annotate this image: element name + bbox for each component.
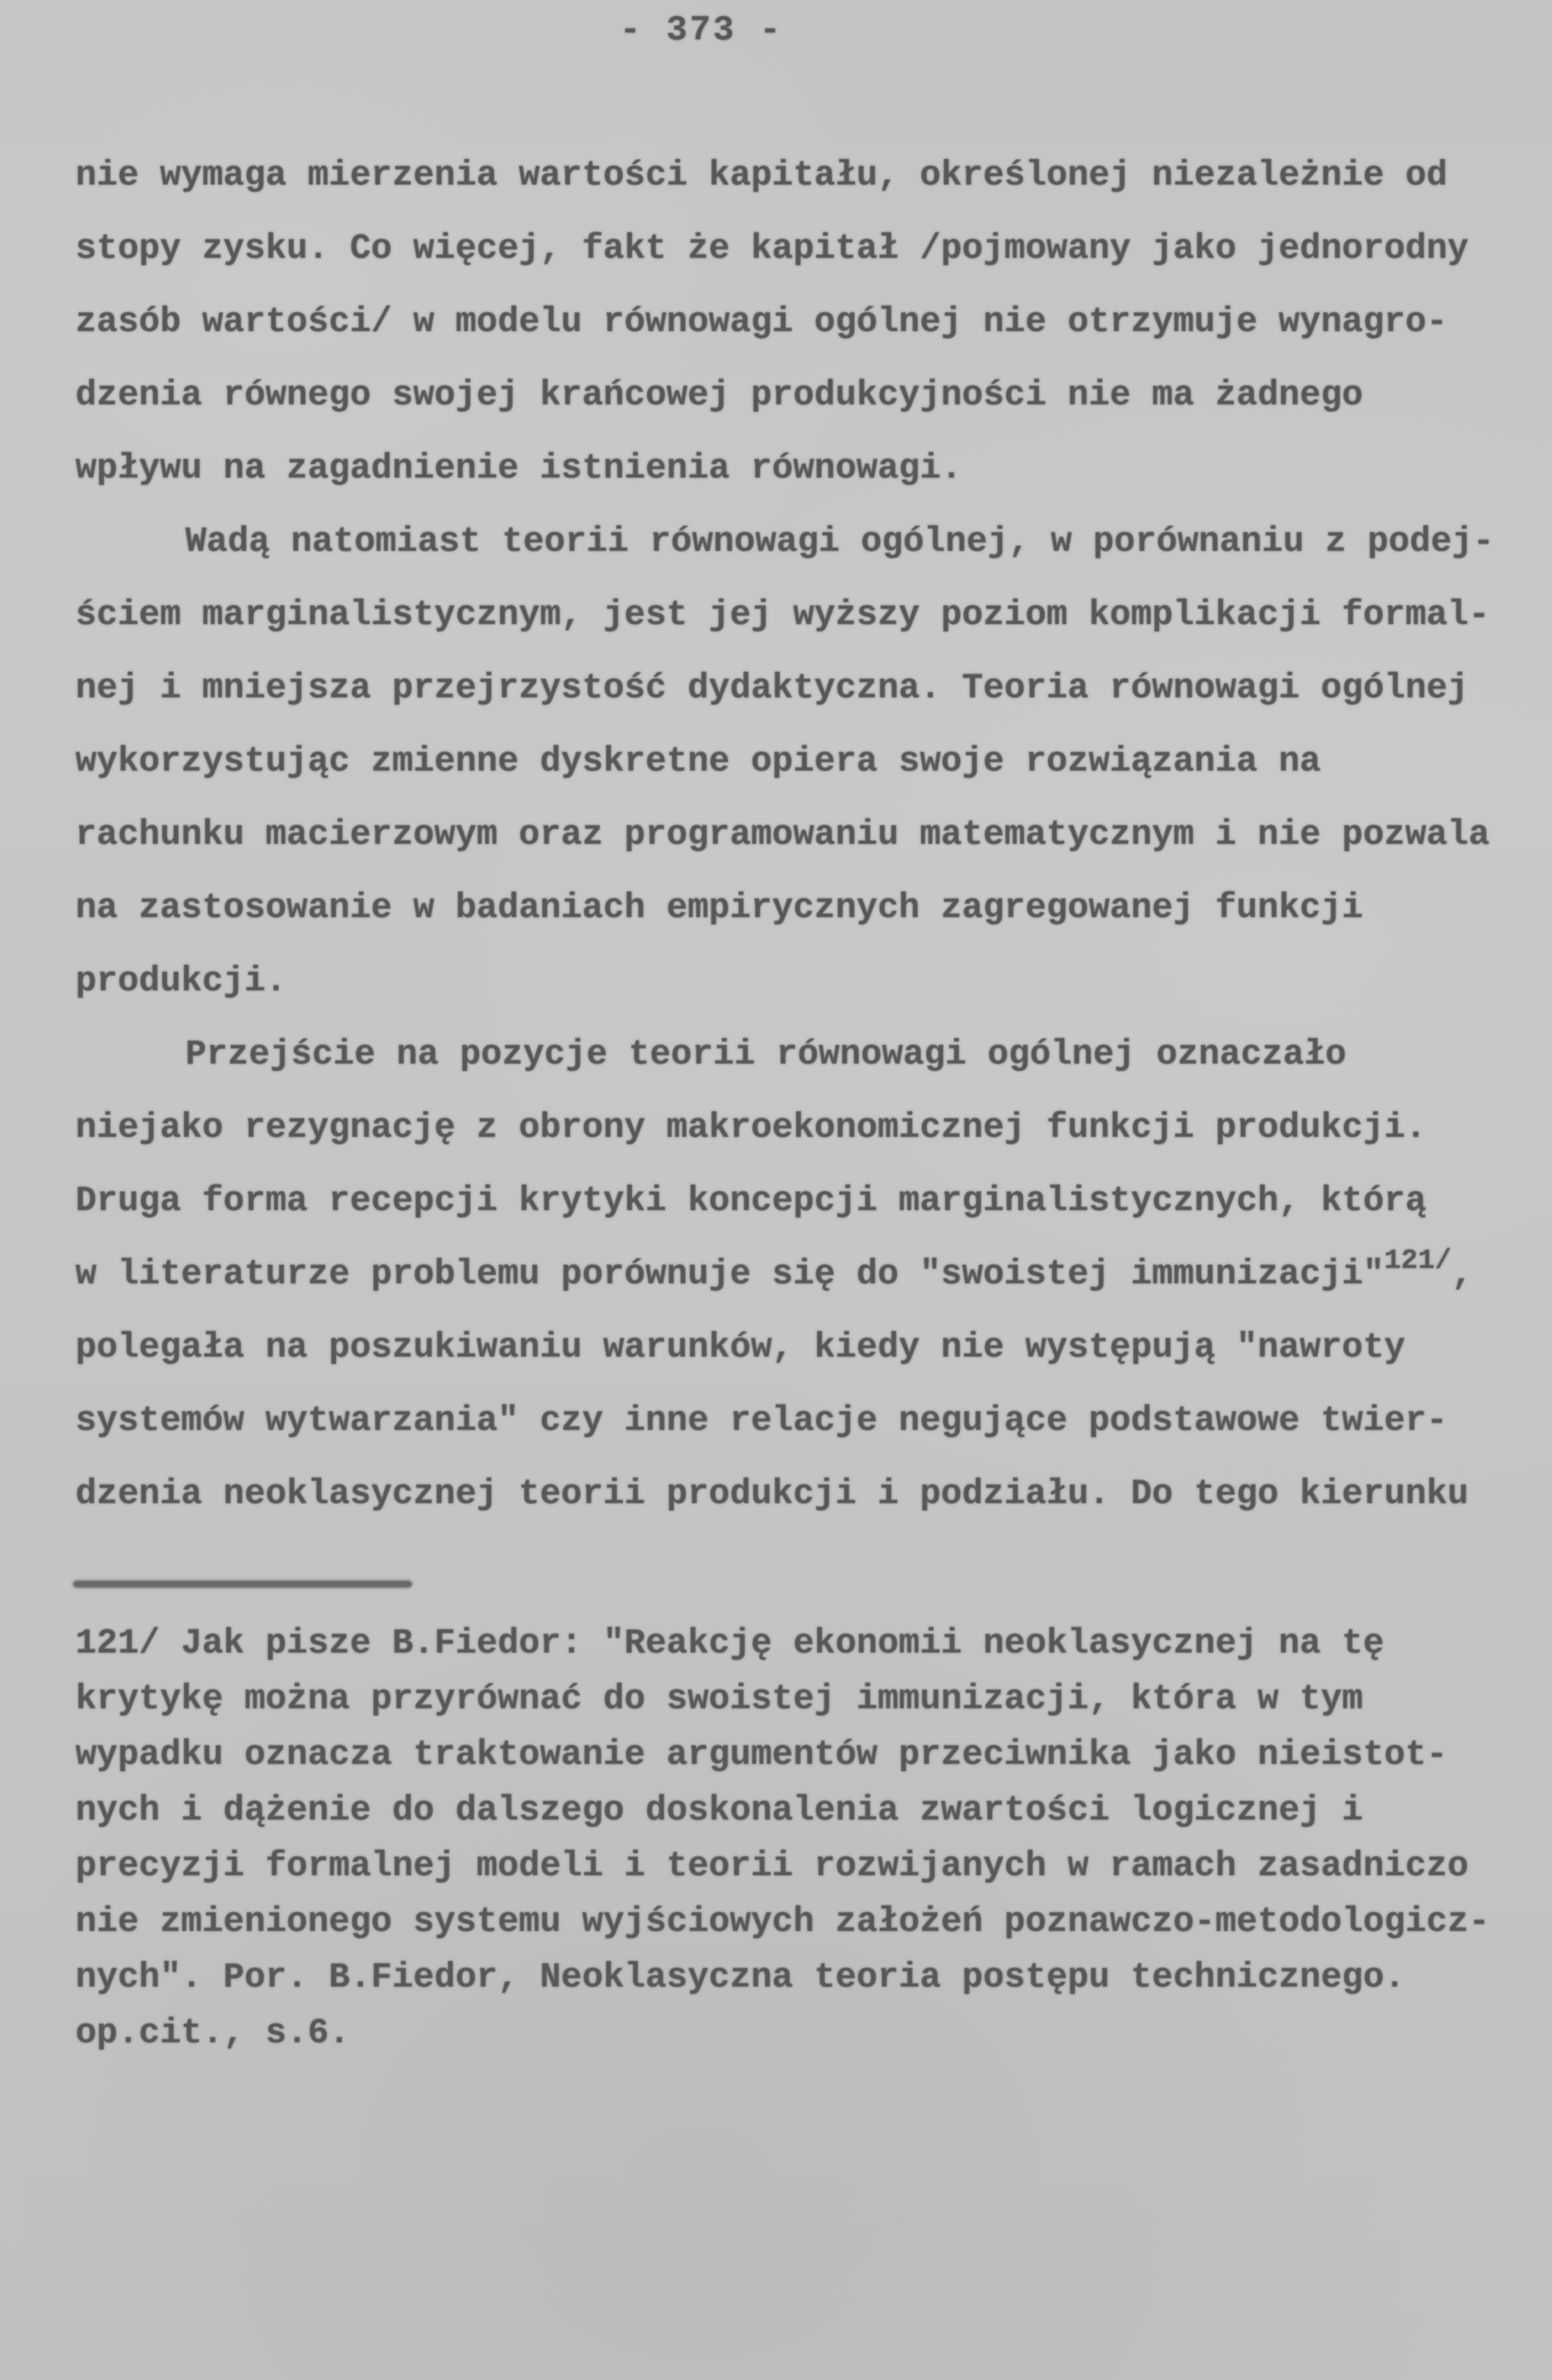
text-segment: niejako rezygnację z obrony makroekonomicznej funkcji produkcji. — [75, 1108, 1427, 1148]
text-line — [75, 1238, 1552, 1311]
text-segment: Wadą natomiast teorii równowagi ogólnej, w porównaniu z podej- — [185, 522, 1494, 562]
text-line — [75, 798, 1552, 872]
text-segment: nej i mniejsza przejrzystość dydaktyczna. Teoria równowagi ogólnej — [75, 669, 1469, 708]
footnote-line: nych i dążenie do dalszego doskonalenia zwartości logicznej i — [75, 1791, 1364, 1831]
text-segment: polegała na poszukiwaniu warunków, kiedy nie występują "nawroty — [75, 1328, 1405, 1368]
text-line — [75, 725, 1552, 798]
text-line — [75, 1384, 1552, 1458]
text-segment: nie wymaga mierzenia wartości kapitału, określonej niezależnie od — [75, 156, 1448, 196]
footnote-line: krytykę można przyrównać do swoistej immunizacji, która w tym — [75, 1680, 1364, 1719]
text-segment: dzenia neoklasycznej teorii produkcji i podziału. Do tego kierunku — [75, 1475, 1469, 1514]
text-line — [75, 432, 1552, 505]
text-segment: wykorzystując zmienne dyskretne opiera swoje rozwiązania na — [75, 742, 1321, 782]
text-segment: Druga forma recepcji krytyki koncepcji marginalistycznych, którą — [75, 1182, 1427, 1221]
footnote-line: op.cit., s.6. — [75, 2014, 350, 2053]
text-line — [75, 1458, 1552, 1531]
text-line — [75, 1165, 1552, 1238]
text-line — [75, 652, 1552, 725]
text-segment: systemów wytwarzania" czy inne relacje negujące podstawowe twier- — [75, 1401, 1448, 1441]
text-line — [75, 872, 1552, 945]
text-line — [75, 505, 1552, 579]
footnote — [75, 1616, 1552, 2061]
footnote-reference: 121/ — [1383, 1244, 1452, 1277]
text-line — [75, 286, 1552, 359]
text-segment: Przejście na pozycje teorii równowagi ogólnej oznaczało — [185, 1035, 1347, 1075]
text-segment: w literaturze problemu porównuje się do "swoistej immunizacji" — [75, 1255, 1384, 1294]
footnote-line: 121/ Jak pisze B.Fiedor: "Reakcję ekonomii neoklasycznej na tę — [75, 1624, 1384, 1664]
footnote-line: precyzji formalnej modeli i teorii rozwijanych w ramach zasadniczo — [75, 1847, 1469, 1886]
text-line — [75, 1018, 1552, 1091]
body-text — [75, 139, 1552, 1531]
paragraph — [75, 505, 1552, 1018]
text-segment: wpływu na zagadnienie istnienia równowagi. — [75, 449, 962, 489]
text-segment: ściem marginalistycznym, jest jej wyższy poziom komplikacji formal- — [75, 596, 1490, 635]
text-line — [75, 212, 1552, 286]
text-segment: rachunku macierzowym oraz programowaniu matematycznym i nie pozwala — [75, 815, 1490, 855]
text-segment: na zastosowanie w badaniach empirycznych zagregowanej funkcji — [75, 889, 1364, 928]
text-segment: produkcji. — [75, 962, 287, 1001]
text-segment: stopy zysku. Co więcej, fakt że kapitał /pojmowany jako jednorodny — [75, 229, 1469, 269]
text-line — [75, 1091, 1552, 1165]
text-line — [75, 579, 1552, 652]
text-segment: zasób wartości/ w modelu równowagi ogólnej nie otrzymuje wynagro- — [75, 303, 1448, 342]
footnote-line: nie zmienionego systemu wyjściowych założeń poznawczo-metodologicz- — [75, 1902, 1490, 1942]
text-line — [75, 139, 1552, 212]
text-line — [75, 1311, 1552, 1384]
text-line — [75, 945, 1552, 1018]
text-segment: dzenia równego swojej krańcowej produkcyjności nie ma żadnego — [75, 376, 1364, 415]
paragraph — [75, 139, 1552, 505]
page-number: - 373 - — [619, 11, 783, 51]
footnote-separator — [73, 1581, 412, 1587]
text-line — [75, 359, 1552, 432]
text-segment: , — [1452, 1255, 1473, 1294]
footnote-line: wypadku oznacza traktowanie argumentów przeciwnika jako nieistot- — [75, 1735, 1448, 1775]
paragraph — [75, 1018, 1552, 1531]
footnote-line: nych". Por. B.Fiedor, Neoklasyczna teoria postępu technicznego. — [75, 1958, 1405, 1998]
